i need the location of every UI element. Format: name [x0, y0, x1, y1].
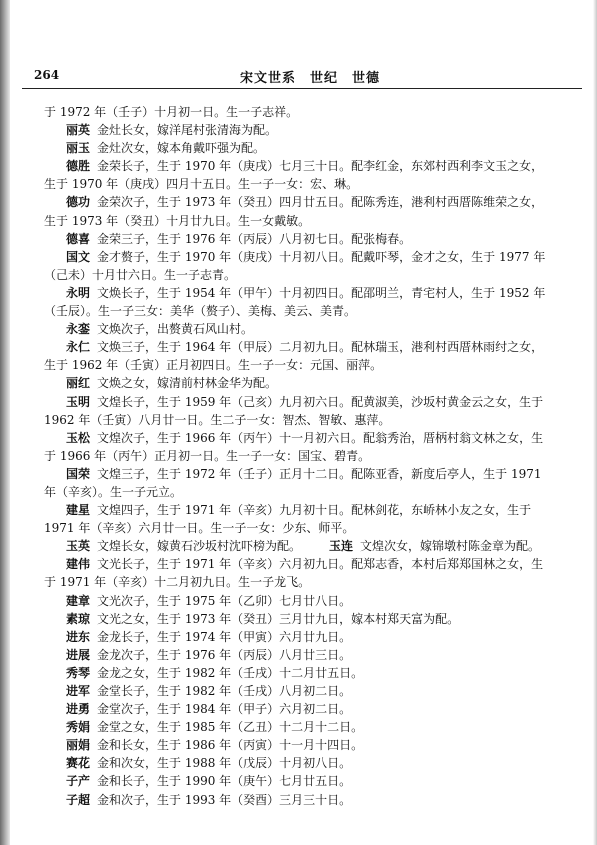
entry-text: 金龙次子，生于 1976 年（丙辰）八月廿三日。	[97, 647, 352, 662]
person-name: 丽英	[66, 123, 91, 138]
entry-text: 金灶次女，嫁本角戴吓强为配。	[97, 141, 266, 156]
entry-line	[44, 338, 576, 356]
person-name: 永銮	[66, 322, 91, 337]
line-text: 1971 年（辛亥）六月廿一日。生一子一女：少东、师平。	[44, 521, 355, 536]
entry-text: 金堂之女，生于 1985 年（乙丑）十二月十二日。	[97, 720, 364, 735]
continuation-line	[44, 411, 576, 429]
entry-line	[44, 121, 576, 139]
entry-line	[44, 284, 576, 302]
line-text: 1962 年（壬寅）八月廿一日。生二子一女：智杰、智敏、惠萍。	[44, 412, 391, 427]
entry-line	[44, 646, 576, 664]
entry-text: 金堂长子，生于 1982 年（壬戌）八月初二日。	[97, 684, 352, 698]
entry-text: 金灶长女，嫁洋尾村张清海为配。	[97, 123, 278, 138]
continuation-line	[44, 212, 576, 230]
person-name: 丽娟	[66, 738, 91, 753]
continuation-line	[44, 103, 576, 121]
entry-text: 文煌次女，嫁锦墩村陈金章为配。	[360, 539, 541, 554]
entry-line	[44, 193, 576, 211]
person-name: 国文	[66, 249, 91, 264]
entry-text: 文光次子，生于 1975 年（乙卯）七月廿八日。	[97, 593, 352, 608]
entry-text: 文煌三子，生于 1972 年（壬子）正月十二日。配陈亚香，新度后亭人，生于 1971	[97, 466, 542, 481]
entry-line	[44, 537, 576, 555]
continuation-line	[44, 266, 576, 284]
person-name: 进军	[66, 684, 91, 698]
person-name: 进东	[66, 629, 91, 644]
running-title: 宋文世系 世纪 世德	[240, 71, 381, 86]
person-name: 建星	[66, 503, 91, 518]
entry-text: 金荣长子，生于 1970 年（庚戌）七月三十日。配李红金，东郊村西利李文玉之女，	[97, 159, 544, 174]
line-text: （己未）十月廿六日。生一子志青。	[44, 267, 237, 282]
entry-text: 金龙之女，生于 1982 年（壬戌）十二月廿五日。	[97, 665, 364, 680]
person-name: 进展	[66, 647, 91, 662]
page-header	[22, 64, 580, 86]
entry-line	[44, 429, 576, 447]
entry-text: 文焕三子，生于 1964 年（甲辰）二月初九日。配林瑞玉，港利村西厝林雨纣之女，	[97, 340, 544, 355]
person-name: 永明	[66, 285, 91, 300]
entry-line	[44, 501, 576, 519]
person-name: 玉连	[329, 539, 354, 554]
line-text: 于 1972 年（壬子）十月初一日。生一子志祥。	[44, 105, 299, 119]
continuation-line	[44, 356, 576, 374]
entry-text: 金荣三子，生于 1976 年（丙辰）八月初七日。配张梅春。	[97, 231, 412, 246]
person-name: 进勇	[66, 702, 91, 717]
line-text: 于 1966 年（丙午）正月初一日。生一子一女：国宝、碧青。	[44, 448, 371, 463]
person-name: 玉松	[66, 430, 91, 445]
genealogy-body-text	[44, 103, 576, 809]
entry-text: 金龙长子，生于 1974 年（甲寅）六月廿九日。	[97, 629, 352, 644]
entry-text: 金荣次子，生于 1973 年（癸丑）四月廿五日。配陈秀连，港利村西厝陈维荣之女，	[97, 195, 544, 210]
person-name: 建章	[66, 593, 91, 608]
entry-text: 金和次子，生于 1993 年（癸酉）三月三十日。	[97, 792, 352, 807]
line-text: 生于 1970 年（庚戌）四月十五日。生一子一女：宏、琳。	[44, 177, 359, 192]
continuation-line	[44, 175, 576, 193]
entry-line	[44, 230, 576, 248]
line-text: 年（辛亥）。生一子元立。	[44, 484, 183, 499]
entry-line	[44, 393, 576, 411]
entry-line	[44, 791, 576, 809]
entry-line	[44, 157, 576, 175]
person-name: 秀娟	[66, 720, 91, 735]
continuation-line	[44, 302, 576, 320]
entry-line	[44, 664, 576, 682]
person-name: 玉英	[66, 539, 91, 554]
entry-line	[44, 555, 576, 573]
person-name: 丽红	[66, 376, 91, 391]
entry-text: 金和次女，生于 1988 年（戊辰）十月初八日。	[97, 756, 352, 771]
person-name: 子产	[66, 774, 91, 789]
entry-line	[44, 320, 576, 338]
entry-line	[44, 682, 576, 700]
page-edge-shadow	[593, 0, 597, 845]
entry-text: 文光长子，生于 1971 年（辛亥）六月初九日。配郑志香，本村后郑郑国林之女，生	[97, 557, 544, 572]
entry-line	[44, 374, 576, 392]
entry-text: 文煌四子，生于 1971 年（辛亥）九月初十日。配林剑花，东峤林小友之女，生于	[97, 503, 532, 518]
entry-line	[44, 772, 576, 790]
entry-text: 文煌长子，生于 1959 年（己亥）九月初六日。配黄淑美，沙坂村黄金云之女，生于	[97, 394, 544, 409]
line-text: 生于 1962 年（壬寅）正月初四日。生一子一女：元国、丽萍。	[44, 358, 383, 373]
person-name: 建伟	[66, 557, 91, 572]
entry-line	[44, 736, 576, 754]
header-rule	[22, 88, 582, 89]
person-name: 永仁	[66, 340, 91, 355]
entry-line	[44, 465, 576, 483]
entry-text: 金才赘子，生于 1970 年（庚戌）十月初八日。配戴吓琴，金才之女，生于 1977 年	[97, 249, 546, 264]
entry-text: 金和长女，生于 1986 年（丙寅）十一月十四日。	[97, 738, 364, 753]
line-text: 生于 1973 年（癸丑）十月廿九日。生一女戴敏。	[44, 213, 311, 228]
entry-line	[44, 628, 576, 646]
continuation-line	[44, 519, 576, 537]
entry-text: 文煌次子，生于 1966 年（丙午）十一月初六日。配翁秀治，厝柄村翁文林之女，生	[97, 430, 544, 445]
person-name: 德喜	[66, 231, 91, 246]
entry-line	[44, 139, 576, 157]
entry-text: 文焕长子，生于 1954 年（甲午）十月初四日。配邵明兰，青宅村人，生于 1952 年	[97, 285, 546, 300]
page-number: 264	[34, 68, 60, 82]
entry-text: 文煌长女，嫁黄石沙坂村沈吓榜为配。	[97, 539, 302, 554]
person-name: 赛花	[66, 756, 91, 771]
page-gutter-shadow	[0, 0, 10, 845]
person-name: 国荣	[66, 466, 91, 481]
entry-text: 文光之女，生于 1973 年（癸丑）三月廿九日，嫁本村郑天富为配。	[97, 611, 460, 626]
person-name: 德胜	[66, 159, 91, 174]
continuation-line	[44, 447, 576, 465]
entry-text: 文焕次子，出赘黄石风山村。	[97, 322, 254, 337]
entry-text: 文焕之女，嫁清前村林金华为配。	[97, 376, 278, 391]
person-name: 素琼	[66, 611, 91, 626]
entry-line	[44, 248, 576, 266]
entry-line	[44, 592, 576, 610]
entry-text: 金和长子，生于 1990 年（庚午）七月廿五日。	[97, 774, 352, 789]
entry-line	[44, 718, 576, 736]
person-name: 玉明	[66, 394, 91, 409]
continuation-line	[44, 483, 576, 501]
person-name: 秀琴	[66, 665, 91, 680]
line-text: 于 1971 年（辛亥）十二月初九日。生一子龙飞。	[44, 575, 311, 590]
person-name: 子超	[66, 792, 91, 807]
continuation-line	[44, 573, 576, 591]
person-name: 丽玉	[66, 141, 91, 156]
person-name: 德功	[66, 195, 91, 210]
line-text: （壬辰）。生一子三女：美华（赘子）、美梅、美云、美青。	[44, 304, 357, 319]
entry-line	[44, 700, 576, 718]
entry-line	[44, 754, 576, 772]
entry-text: 金堂次子，生于 1984 年（甲子）六月初二日。	[97, 702, 352, 717]
entry-line	[44, 610, 576, 628]
